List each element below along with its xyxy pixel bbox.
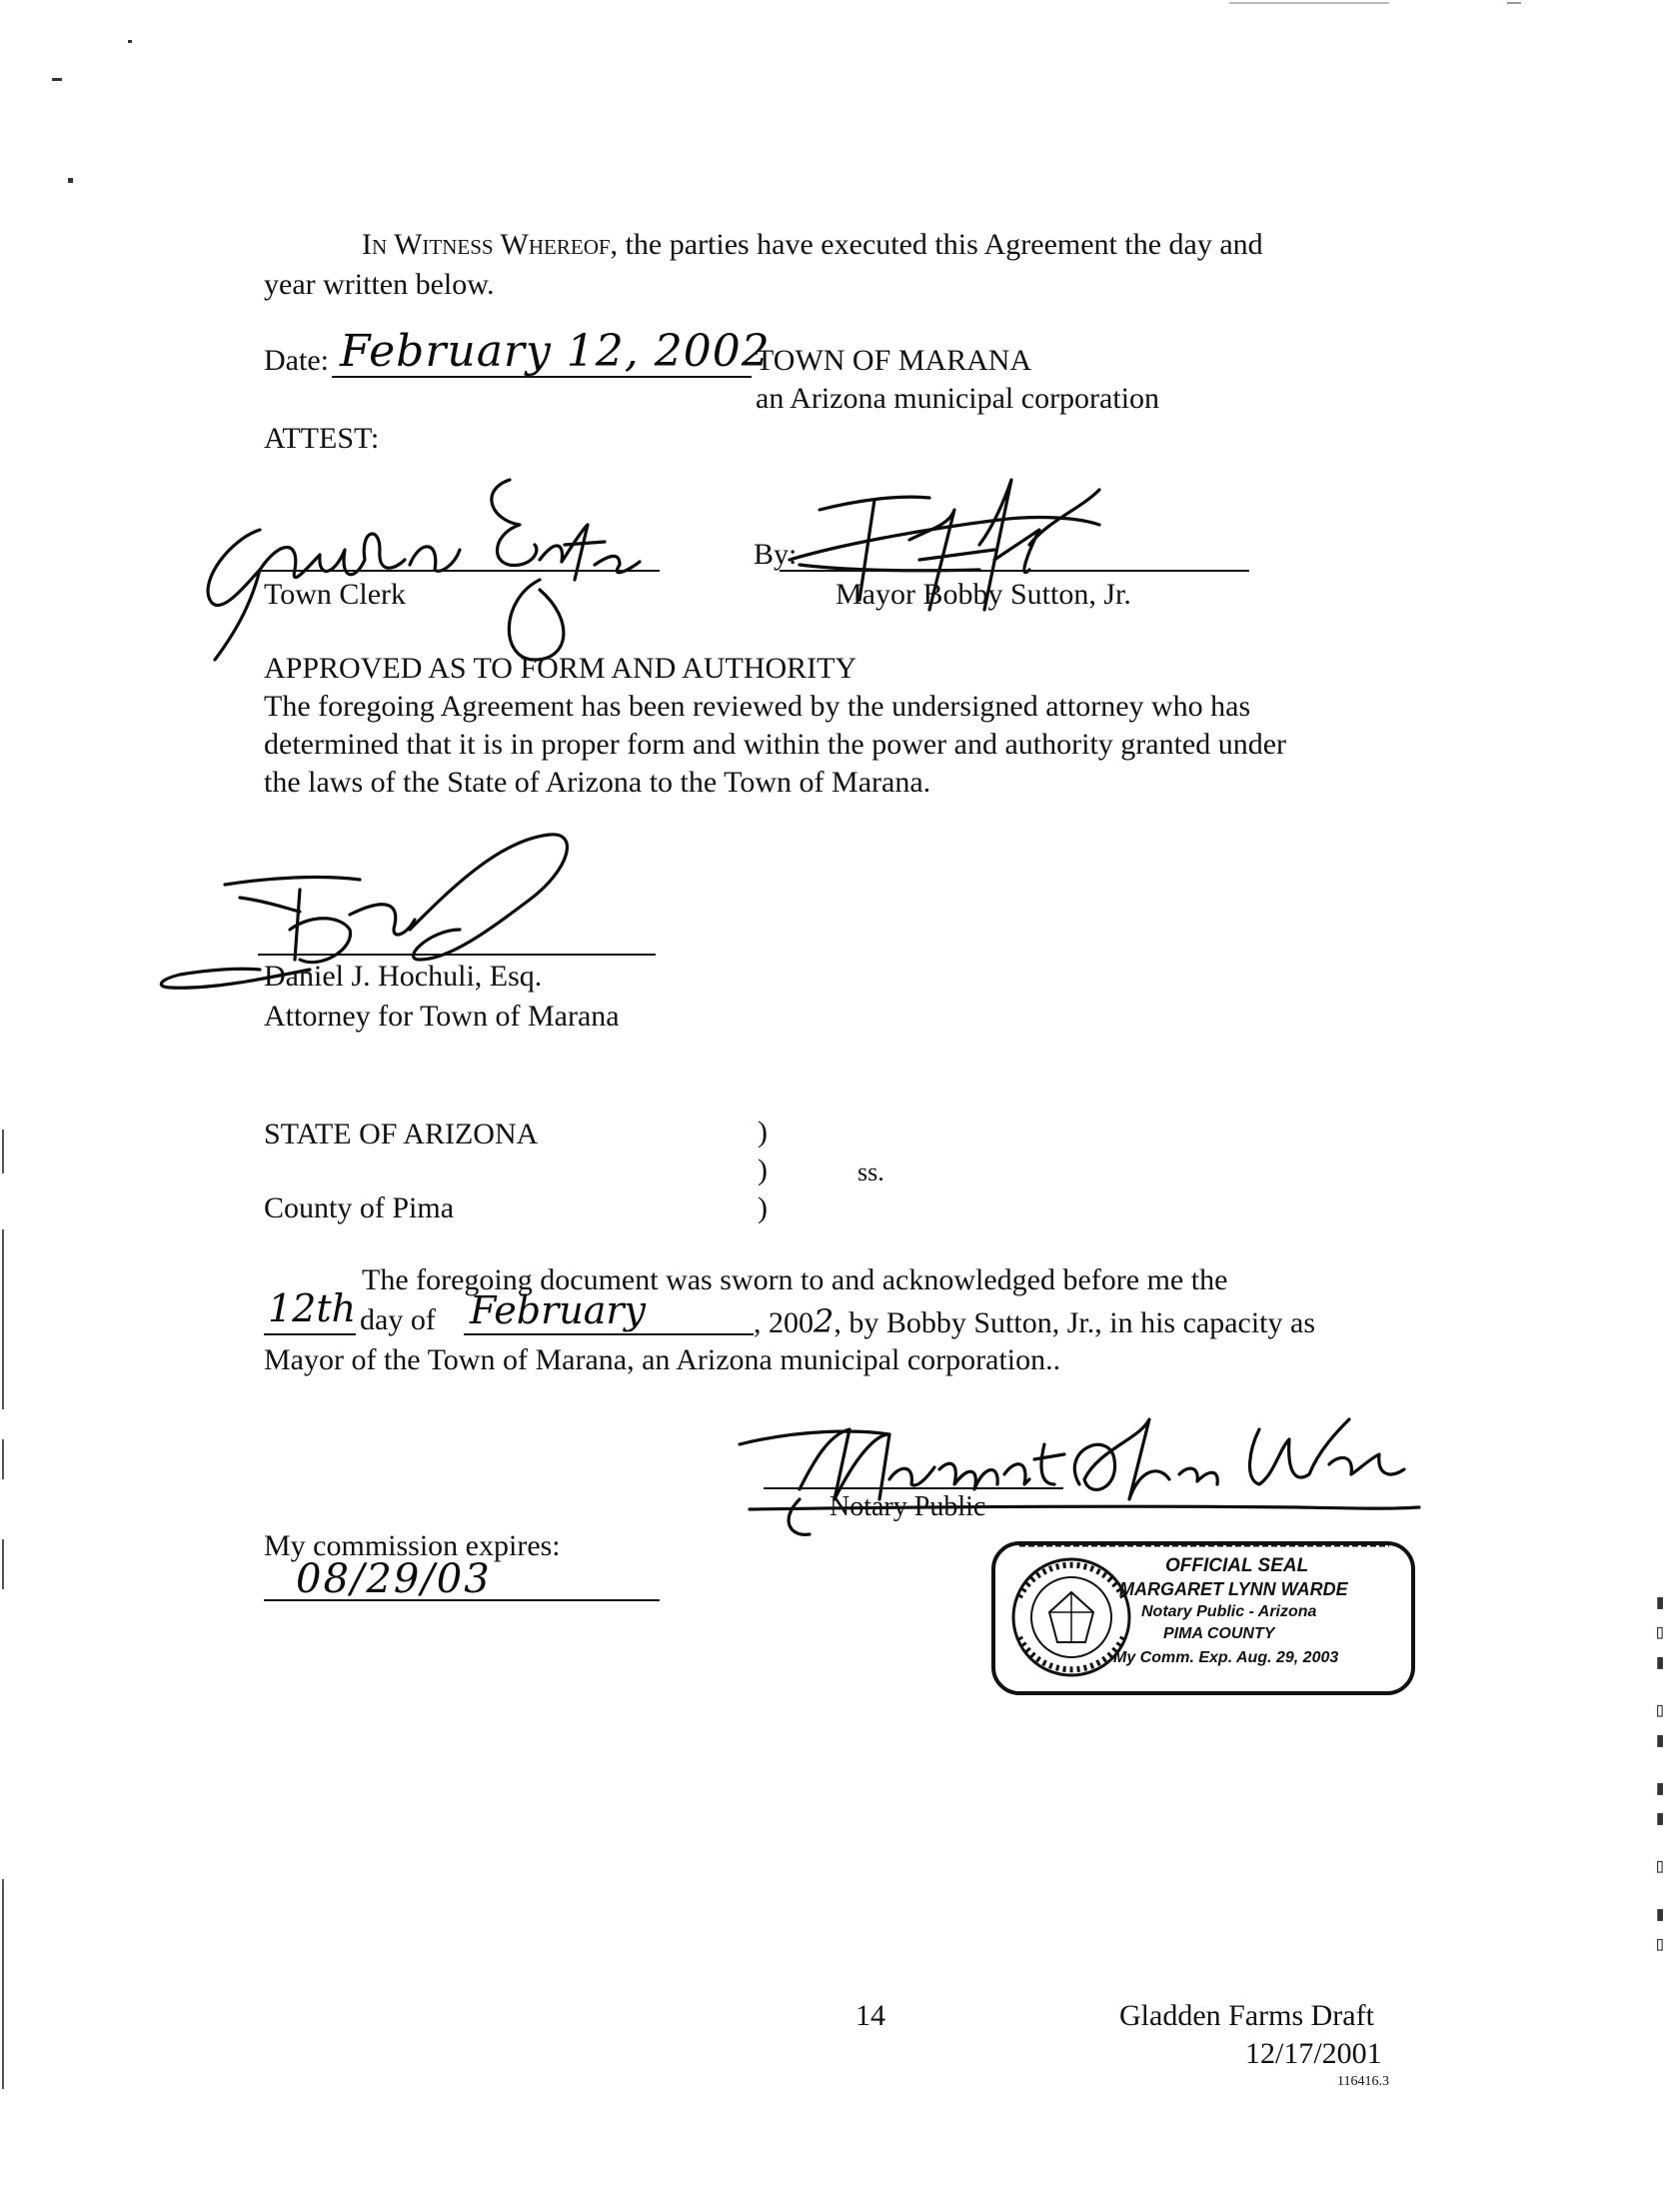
approval-para-line-1: The foregoing Agreement has been reviewed by the undersigned attorney who has (264, 690, 1251, 723)
notary-title: Notary Public (830, 1491, 986, 1522)
town-clerk-title: Town Clerk (264, 578, 407, 611)
handwritten-date: February 12, 2002 (340, 326, 771, 377)
handwritten-day: 12th (268, 1286, 357, 1330)
date-underline (332, 376, 752, 378)
doc-code: 116416.3 (1337, 2074, 1389, 2089)
commission-underline (264, 1599, 660, 1601)
town-name: TOWN OF MARANA (756, 344, 1032, 377)
scan-speck (52, 78, 62, 81)
approval-para-line-3: the laws of the State of Arizona to the Town of Marana. (264, 766, 931, 799)
scan-speck (68, 178, 73, 183)
venue-ss: ss. (857, 1157, 884, 1186)
scan-speck (128, 40, 132, 43)
acknowledgment-line-1: The foregoing document was sworn to and acknowledged before me the (362, 1263, 1228, 1296)
day-of-label: day of (360, 1303, 436, 1336)
witness-lead: In Witness Whereof, (362, 228, 619, 261)
witness-line-2: year written below. (264, 268, 495, 301)
witness-line-1 (362, 230, 1263, 260)
approval-para-line-2: determined that it is in proper form and within the power and authority granted under (264, 728, 1287, 761)
after-year-text: , by Bobby Sutton, Jr., in his capacity as (834, 1306, 1315, 1339)
venue-state: STATE OF ARIZONA (264, 1117, 539, 1150)
draft-label: Gladden Farms Draft (1119, 1999, 1374, 2032)
date-label: Date: (264, 344, 329, 377)
scan-margin-glyphs: ▮▯▮ ▯▮ ▮▮ ▯ ▮▯ (1646, 1589, 1669, 1962)
month-underline (464, 1333, 754, 1335)
mayor-title: Mayor Bobby Sutton, Jr. (836, 578, 1131, 611)
by-label: By: (754, 538, 798, 571)
draft-date: 12/17/2001 (1245, 2037, 1382, 2070)
mayor-signature-line (780, 570, 1249, 572)
scan-edge-mark (2, 1229, 4, 1409)
attorney-name: Daniel J. Hochuli, Esq. (264, 960, 543, 993)
seal-line-1: OFFICIAL SEAL (1165, 1555, 1309, 1576)
seal-line-3: Notary Public - Arizona (1141, 1603, 1317, 1620)
attorney-signature-line (258, 954, 656, 956)
witness-rest: the parties have executed this Agreement the day and (625, 228, 1263, 261)
venue-paren-2: ) (758, 1153, 768, 1186)
venue-county: County of Pima (264, 1191, 455, 1224)
commission-label: My commission expires: (264, 1529, 561, 1562)
acknowledgment-line-3: Mayor of the Town of Marana, an Arizona municipal corporation.. (264, 1343, 1061, 1376)
year-prefix: , 200 (754, 1306, 814, 1339)
year-line (754, 1302, 1315, 1340)
seal-line-2: MARGARET LYNN WARDE (1119, 1579, 1348, 1599)
town-clerk-signature-line (258, 570, 660, 572)
attest-label: ATTEST: (264, 422, 380, 455)
handwritten-year-digit: 2 (814, 1302, 835, 1340)
day-underline (264, 1333, 356, 1335)
handwritten-expiry: 08/29/03 (296, 1556, 492, 1602)
seal-line-4: PIMA COUNTY (1163, 1625, 1275, 1642)
attorney-title: Attorney for Town of Marana (264, 1000, 620, 1033)
town-corporation: an Arizona municipal corporation (756, 382, 1160, 415)
scan-edge-mark (2, 1129, 4, 1173)
venue-paren-1: ) (758, 1115, 768, 1148)
notary-signature-line (764, 1487, 1063, 1489)
scan-edge-mark (2, 1439, 4, 1479)
scan-speck (1229, 2, 1389, 4)
approval-heading: APPROVED AS TO FORM AND AUTHORITY (264, 652, 857, 685)
official-seal-stamp (989, 1537, 1419, 1699)
scan-edge-mark (2, 1879, 4, 2089)
scan-speck (1507, 2, 1521, 4)
venue-paren-3: ) (758, 1191, 768, 1224)
seal-line-5: My Comm. Exp. Aug. 29, 2003 (1113, 1649, 1339, 1666)
page-number: 14 (855, 1999, 885, 2032)
handwritten-month: February (470, 1288, 647, 1332)
scan-edge-mark (2, 1539, 4, 1589)
